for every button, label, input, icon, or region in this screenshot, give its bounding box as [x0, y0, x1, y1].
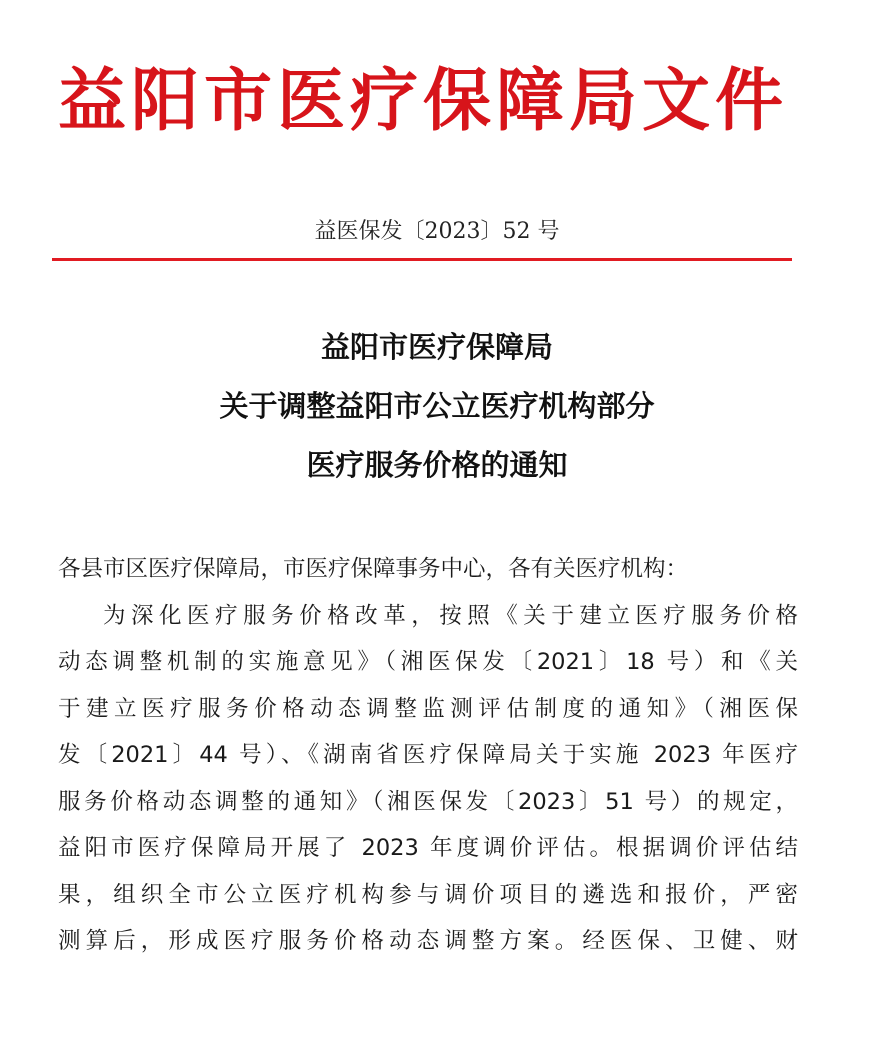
- body-text: [58, 546, 798, 965]
- paragraph-line-6: 益阳市医疗保障局开展了 2023 年度调价评估。根据调价评估结: [58, 835, 798, 861]
- paragraph-line-3: 于建立医疗服务价格动态调整监测评估制度的通知》（湘医保: [58, 695, 798, 722]
- notice-title: [0, 318, 874, 495]
- paragraph-line-4: 发〔2021〕44 号）、《湖南省医疗保障局关于实施 2023 年医疗: [58, 742, 798, 768]
- title-line-2: 关于调整益阳市公立医疗机构部分: [219, 389, 655, 423]
- salutation: 各县市区医疗保障局，市医疗保障事务中心，各有关医疗机构：: [58, 556, 689, 582]
- red-divider-line: [52, 258, 792, 261]
- paragraph-line-2: 动态调整机制的实施意见》（湘医保发〔2021〕18 号）和《关: [58, 649, 798, 675]
- paragraph-line-8: 测算后，形成医疗服务价格动态调整方案。经医保、卫健、财: [58, 928, 798, 954]
- paragraph-line-7: 果，组织全市公立医疗机构参与调价项目的遴选和报价，严密: [58, 881, 798, 908]
- paragraph-line-1: 为深化医疗服务价格改革，按照《关于建立医疗服务价格: [103, 602, 798, 629]
- issuer-header: 益阳市医疗保障局文件: [58, 61, 789, 141]
- title-line-3: 医疗服务价格的通知: [306, 448, 568, 482]
- paragraph-line-5: 服务价格动态调整的通知》（湘医保发〔2023〕51 号）的规定，: [58, 788, 798, 815]
- title-line-1: 益阳市医疗保障局: [320, 330, 553, 364]
- document-number: 益医保发〔2023〕52 号: [314, 219, 560, 244]
